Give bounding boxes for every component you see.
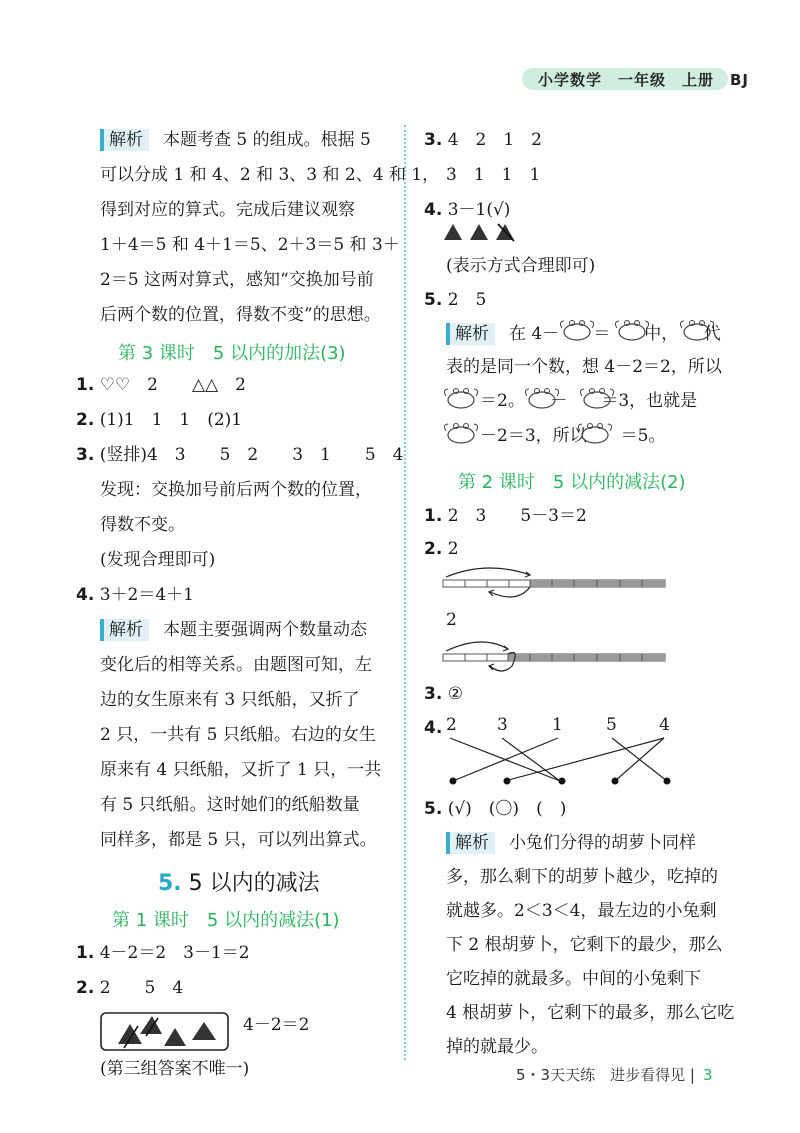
l1-q1: 1. 4－2＝2 3－1＝2 (76, 943, 250, 963)
matching-lines (440, 735, 680, 787)
analysis-2-line-5: 原来有 4 只纸船，又折了 1 只，一共 (100, 760, 382, 780)
r-q3-line-1: 3. 4 2 1 2 (424, 130, 542, 150)
triangle-group-figure (100, 1012, 230, 1052)
crab-icon (615, 318, 649, 342)
crab-icon (444, 386, 478, 410)
analysis-3-line-3: ＝2。 － ＝3，也就是 (446, 391, 698, 411)
number-strip-2 (442, 636, 667, 678)
r-q5: 5. 2 5 (424, 290, 487, 310)
l3-q3-line-2: 发现：交换加号前后两个数的位置， (100, 480, 372, 500)
crab-icon (444, 421, 478, 445)
analysis-2-line-2: 变化后的相等关系。由题图可知，左 (100, 655, 372, 675)
l3-q4: 4. 3＋2＝4＋1 (76, 585, 194, 605)
r-q3-line-2: 3 1 1 1 (446, 165, 541, 185)
r-q4-note: (表示方式合理即可) (446, 256, 596, 276)
analysis-1-line-3: 得到对应的算式。完成后建议观察 (100, 200, 355, 220)
l2-q3: 3. ② (424, 684, 463, 704)
l3-q2: 2. (1)1 1 1 (2)1 (76, 410, 243, 430)
l1-note: (第三组答案不唯一) (100, 1059, 250, 1079)
analysis-2-line-6: 有 5 只纸船。这时她们的纸船数量 (100, 795, 360, 815)
match-number: 1 (552, 715, 563, 735)
crab-icon (578, 421, 612, 445)
l3-q1: 1. ♡♡ 2 △△ 2 (76, 375, 246, 395)
analysis-4-line-1: 解析 小兔们分得的胡萝卜同样 (446, 832, 696, 854)
crab-icon (560, 318, 594, 342)
l2-q1: 1. 2 3 5－3＝2 (424, 506, 587, 526)
section-title: 5. 5 以内的减法 (158, 871, 320, 896)
analysis-4-line-2: 多，那么剩下的胡萝卜越少，吃掉的 (446, 867, 718, 887)
header-title: 小学数学 一年级 上册 BJ (538, 71, 750, 89)
l3-q3: 3. (竖排)4 3 5 2 3 1 5 4 (76, 445, 404, 465)
l2-q4-label: 4. (424, 718, 443, 738)
l3-q3-line-3: 得数不变。 (100, 515, 185, 535)
lesson-2-title: 第 2 课时 5 以内的减法(2) (458, 472, 686, 493)
l1-q2: 2. 2 5 4 (76, 978, 184, 998)
footer (516, 1064, 712, 1085)
number-strip-1 (442, 562, 667, 604)
analysis-2-line-1: 解析 本题主要强调两个数量动态 (100, 619, 367, 641)
analysis-1-line-2: 可以分成 1 和 4、2 和 3、3 和 2、4 和 1， (100, 165, 440, 185)
analysis-label: 解析 (446, 832, 495, 854)
l1-q2-equation: 4－2＝2 (243, 1015, 310, 1035)
match-number: 3 (497, 715, 508, 735)
analysis-1-line-6: 后两个数的位置，得数不变”的思想。 (100, 305, 381, 325)
lesson-3-title: 第 3 课时 5 以内的加法(3) (118, 343, 346, 364)
crab-icon (580, 386, 614, 410)
analysis-label: 解析 (100, 619, 149, 641)
analysis-2-line-3: 边的女生原来有 3 只纸船，又折了 (100, 690, 360, 710)
match-number: 2 (446, 715, 457, 735)
lesson-1-title: 第 1 课时 5 以内的减法(1) (112, 910, 340, 931)
match-number: 5 (606, 715, 617, 735)
analysis-4-line-7: 掉的就最少。 (446, 1037, 548, 1057)
crab-icon (680, 318, 714, 342)
analysis-1-line-4: 1＋4＝5 和 4＋1＝5、2＋3＝5 和 3＋ (100, 235, 400, 255)
l2-q2: 2. 2 (424, 539, 459, 559)
page-number: 3 (702, 1066, 713, 1084)
analysis-1-line-5: 2＝5 这两对算式，感知“交换加号前 (100, 270, 374, 290)
r-q4: 4. 3－1(√) (424, 200, 511, 220)
r-q4-triangles (442, 222, 522, 242)
analysis-label: 解析 (446, 323, 495, 345)
l2-q2-second: 2 (446, 610, 457, 630)
analysis-1-line-1: 解析 本题考查 5 的组成。根据 5 (100, 129, 371, 151)
l3-q3-line-4: (发现合理即可) (100, 550, 216, 570)
crab-icon (525, 386, 559, 410)
analysis-2-line-7: 同样多，都是 5 只，可以列出算式。 (100, 830, 377, 850)
l2-q5: 5. (√) (〇) ( ) (424, 799, 567, 819)
column-divider (404, 125, 406, 1060)
analysis-2-line-4: 2 只，一共有 5 只纸船。右边的女生 (100, 725, 376, 745)
analysis-3-line-1: 解析 在 4－ ＝ 中， 代 (446, 323, 721, 345)
analysis-4-line-3: 就越多。2＜3＜4，最左边的小兔剩 (446, 901, 717, 921)
analysis-3-line-2: 表的是同一个数，想 4－2＝2，所以 (446, 357, 722, 377)
analysis-4-line-4: 下 2 根胡萝卜，它剩下的最少，那么 (446, 935, 723, 955)
analysis-4-line-5: 它吃掉的就最多。中间的小兔剩下 (446, 969, 701, 989)
analysis-3-line-4: －2＝3，所以 ＝5。 (446, 426, 666, 446)
analysis-label: 解析 (100, 129, 149, 151)
footer-slogan: 5・3天天练 进步看得见 (516, 1066, 686, 1084)
analysis-4-line-6: 4 根胡萝卜，它剩下的最多，那么它吃 (446, 1003, 735, 1023)
footer-separator: | (689, 1066, 695, 1084)
match-number: 4 (659, 715, 670, 735)
